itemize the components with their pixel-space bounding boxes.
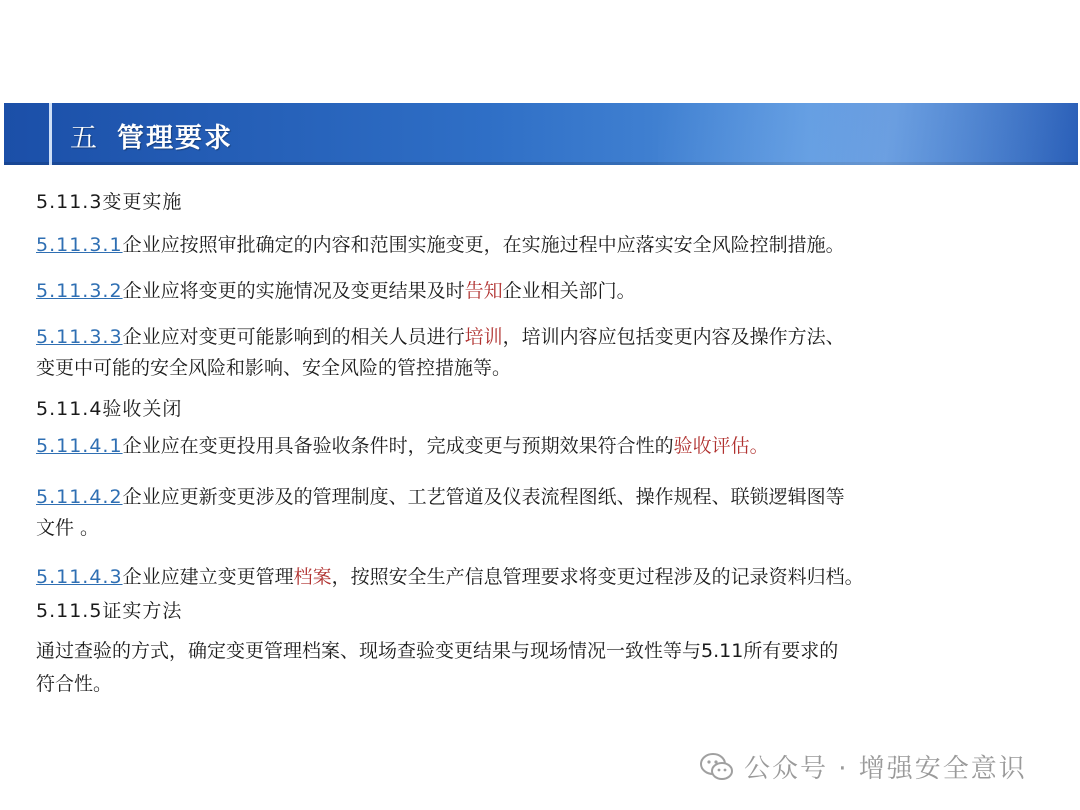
verification-text: 通过查验的方式，确定变更管理档案、现场查验变更结果与现场情况一致性等与5.11所有要求的 (36, 640, 839, 662)
clause-text: 企业相关部门。 (502, 280, 636, 302)
clause-5-11-3-3-cont: 变更中可能的安全风险和影响、安全风险的管控措施等。 (36, 357, 512, 379)
clause-text: ，按照安全生产信息管理要求将变更过程涉及的记录资料归档。 (331, 566, 864, 588)
banner-divider (49, 103, 52, 165)
clause-link-5-11-3-3[interactable]: 5.11.3.3 (36, 326, 123, 348)
clause-5-11-4-1 (36, 432, 1046, 461)
clause-text: 企业应将变更的实施情况及变更结果及时 (122, 280, 465, 302)
clause-5-11-3-1 (36, 231, 1046, 260)
banner-number: 五 (70, 123, 99, 154)
clause-link-5-11-4-1[interactable]: 5.11.4.1 (36, 435, 123, 457)
watermark (700, 748, 1027, 785)
section-banner (4, 103, 1078, 165)
clause-5-11-3-2 (36, 277, 1046, 306)
clause-5-11-4-2 (36, 483, 1046, 512)
banner-shine (658, 103, 1078, 165)
clause-text: 企业应在变更投用具备验收条件时，完成变更与预期效果符合性的 (122, 435, 674, 457)
clause-link-5-11-4-3[interactable]: 5.11.4.3 (36, 566, 123, 588)
highlight-term: 档案 (293, 566, 332, 588)
clause-text: 企业应按照审批确定的内容和范围实施变更，在实施过程中应落实安全风险控制措施。 (122, 234, 845, 256)
clause-5-11-4-3 (36, 563, 1046, 592)
verification-text-cont: 符合性。 (36, 673, 113, 695)
wechat-icon (700, 752, 734, 782)
clause-text: 企业应更新变更涉及的管理制度、工艺管道及仪表流程图纸、操作规程、联锁逻辑图等 (122, 486, 845, 508)
clause-5-11-4-2-cont: 文件 。 (36, 517, 100, 539)
heading-5-11-3: 5.11.3变更实施 (36, 191, 183, 213)
banner-title (70, 116, 233, 155)
banner-text: 管理要求 (117, 123, 233, 154)
clause-text: ，培训内容应包括变更内容及操作方法、 (502, 326, 845, 348)
watermark-text: 公众号 · 增强安全意识 (744, 754, 1027, 784)
clause-5-11-3-3 (36, 323, 1046, 352)
heading-5-11-5: 5.11.5证实方法 (36, 600, 183, 622)
clause-link-5-11-4-2[interactable]: 5.11.4.2 (36, 486, 123, 508)
highlight-term: 告知 (464, 280, 503, 302)
clause-text: 。 (749, 435, 769, 457)
highlight-term: 验收评估 (673, 435, 750, 457)
heading-5-11-4: 5.11.4验收关闭 (36, 398, 183, 420)
clause-link-5-11-3-2[interactable]: 5.11.3.2 (36, 280, 123, 302)
clause-text: 企业应建立变更管理 (122, 566, 294, 588)
highlight-term: 培训 (464, 326, 503, 348)
document-body (36, 188, 1046, 699)
clause-link-5-11-3-1[interactable]: 5.11.3.1 (36, 234, 123, 256)
clause-text: 企业应对变更可能影响到的相关人员进行 (122, 326, 465, 348)
